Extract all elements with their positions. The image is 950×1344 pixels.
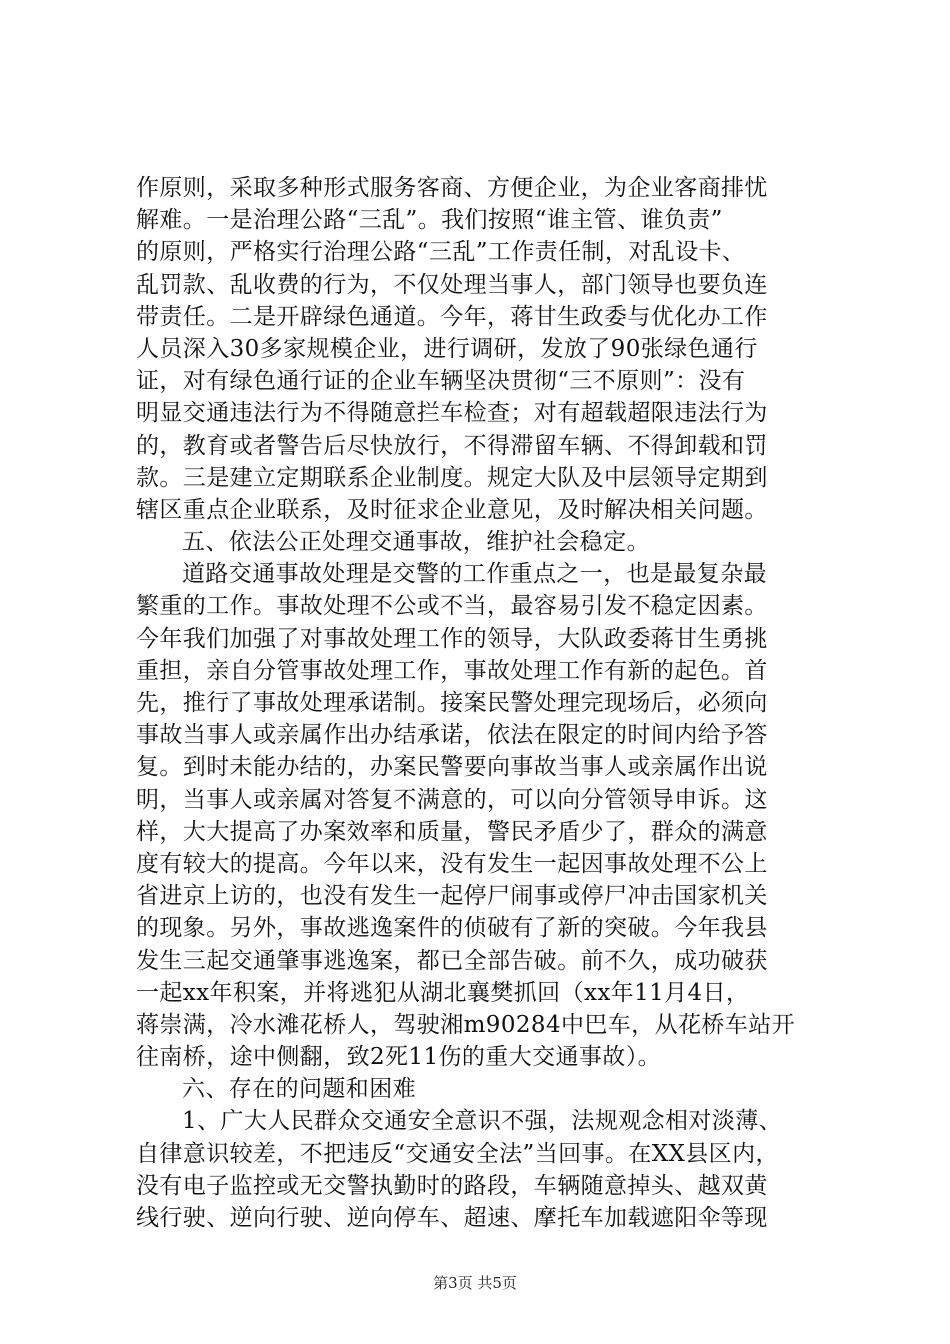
text-line: 重担，亲自分管事故处理工作，事故处理工作有新的起色。首 — [136, 657, 768, 684]
text-line: 作原则，采取多种形式服务客商、方便企业，为企业客商排忧 — [136, 175, 768, 201]
text-line: 的，教育或者警告后尽快放行，不得滞留车辆、不得卸载和罚 — [136, 432, 768, 459]
text-line: 辖区重点企业联系，及时征求企业意见，及时解决相关问题。 — [136, 496, 768, 523]
text-line: 六、存在的问题和困难 — [182, 1076, 416, 1103]
text-line: 的现象。另外，事故逃逸案件的侦破有了新的突破。今年我县 — [136, 915, 768, 942]
text-line: 今年我们加强了对事故处理工作的领导，大队政委蒋甘生勇挑 — [136, 625, 768, 652]
text-line: 复。到时未能办结的，办案民警要向事故当事人或亲属作出说 — [136, 754, 768, 781]
text-line: 明，当事人或亲属对答复不满意的，可以向分管领导申诉。这 — [136, 786, 768, 813]
document-body — [136, 172, 836, 1234]
text-line: 解难。一是治理公路“三乱”。我们按照“谁主管、谁负责” — [136, 207, 723, 234]
text-line: 五、依法公正处理交通事故，维护社会稳定。 — [182, 529, 650, 556]
text-line: 先，推行了事故处理承诺制。接案民警处理完现场后，必须向 — [136, 690, 768, 716]
text-line: 省进京上访的，也没有发生一起停尸闹事或停尸冲击国家机关 — [136, 883, 768, 910]
text-line: 没有电子监控或无交警执勤时的路段，车辆随意掉头、越双黄 — [136, 1172, 768, 1199]
text-line: 乱罚款、乱收费的行为，不仅处理当事人，部门领导也要负连 — [136, 271, 768, 298]
text-line: 的原则，严格实行治理公路“三乱”工作责任制，对乱设卡、 — [136, 239, 746, 266]
text-line: 事故当事人或亲属作出办结承诺，依法在限定的时间内给予答 — [136, 722, 768, 749]
text-line: 道路交通事故处理是交警的工作重点之一，也是最复杂最 — [182, 561, 767, 588]
text-line: 往南桥，途中侧翻，致2死11伤的重大交通事故）。 — [136, 1044, 661, 1071]
text-line: 蒋崇满，冷水滩花桥人，驾驶湘m90284中巴车，从花桥车站开 — [136, 1011, 795, 1038]
page-footer: 第3页 共5页 — [433, 1274, 517, 1292]
text-line: 发生三起交通肇事逃逸案，都已全部告破。前不久，成功破获 — [136, 947, 768, 974]
text-line: 一起xx年积案，并将逃犯从湖北襄樊抓回（xx年11月4日， — [136, 979, 750, 1006]
text-line: 度有较大的提高。今年以来，没有发生一起因事故处理不公上 — [136, 850, 768, 877]
text-line: 线行驶、逆向行驶、逆向停车、超速、摩托车加载遮阳伞等现 — [136, 1205, 768, 1231]
text-line: 1、广大人民群众交通安全意识不强，法规观念相对淡薄、 — [182, 1108, 783, 1135]
text-line: 款。三是建立定期联系企业制度。规定大队及中层领导定期到 — [136, 464, 768, 491]
text-line: 带责任。二是开辟绿色通道。今年，蒋甘生政委与优化办工作 — [136, 303, 768, 330]
text-line: 证，对有绿色通行证的企业车辆坚决贯彻“三不原则”：没有 — [136, 368, 746, 395]
text-line: 明显交通违法行为不得随意拦车检查；对有超载超限违法行为 — [136, 400, 768, 427]
text-line: 繁重的工作。事故处理不公或不当，最容易引发不稳定因素。 — [136, 593, 768, 620]
text-line: 人员深入30多家规模企业，进行调研，发放了90张绿色通行 — [136, 335, 758, 362]
text-line: 样，大大提高了办案效率和质量，警民矛盾少了，群众的满意 — [136, 818, 768, 845]
text-line: 自律意识较差，不把违反“交通安全法”当回事。在XX县区内， — [136, 1140, 779, 1167]
